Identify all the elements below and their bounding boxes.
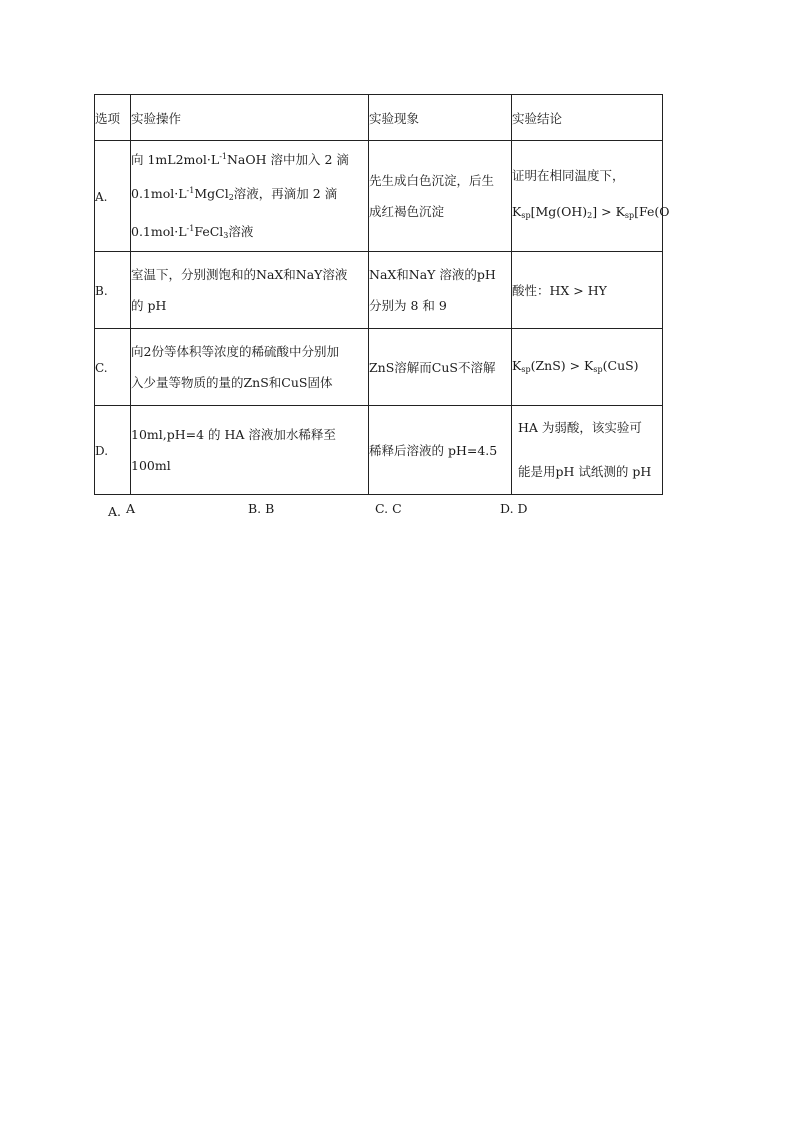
table-row (95, 406, 663, 495)
option-label: B. (95, 252, 131, 329)
phenomenon-cell: NaX和NaY 溶液的pH 分别为 8 和 9 (369, 252, 512, 329)
header-operation: 实验操作 (131, 95, 369, 141)
answer-d[interactable]: D. D (500, 501, 528, 516)
answer-c[interactable]: C. C (375, 501, 402, 516)
header-conclusion: 实验结论 (512, 95, 663, 141)
table-header-row (95, 95, 663, 141)
conclusion-cell: 证明在相同温度下， $K_{sp}[Mg(OH)_2] > K_{sp}[Fe(O$ (512, 141, 663, 252)
phenomenon-cell: 先生成白色沉淀，后生 成红褐色沉淀 (369, 141, 512, 252)
operation-cell: 向 $1mL2mol\cdot L^{-1}NaOH$ 溶中加入 2 滴 $0.1mol\cdot L^{-1}MgCl_2$溶液，再滴加 2 滴 $0.1mol\cdot L^{-1}FeCl_3$溶液 (131, 141, 369, 252)
option-label: C. (95, 329, 131, 406)
conclusion-cell: 酸性：HX > HY (512, 252, 663, 329)
operation-cell: 10ml,pH=4 的 HA 溶液加水稀释至 100ml (131, 406, 369, 495)
table-row (95, 141, 663, 252)
answer-a[interactable]: A (126, 501, 136, 516)
operation-cell: 向2份等体积等浓度的稀硫酸中分别加 入少量等物质的量的ZnS和CuS固体 (131, 329, 369, 406)
header-option: 选项 (95, 95, 131, 141)
table-row (95, 329, 663, 406)
answer-a-prefix: A. (108, 504, 122, 519)
operation-cell: 室温下，分别测饱和的NaX和NaY溶液 的 pH (131, 252, 369, 329)
conclusion-cell: HA 为弱酸，该实验可 能是用pH 试纸测的 pH (512, 406, 663, 495)
table-row (95, 252, 663, 329)
experiment-table (94, 94, 670, 495)
option-label: D. (95, 406, 131, 495)
option-label: A. (95, 141, 131, 252)
phenomenon-cell: 稀释后溶液的 pH=4.5 (369, 406, 512, 495)
conclusion-cell: $K_{sp}(ZnS) > K_{sp}(CuS)$ (512, 329, 663, 406)
header-phenomenon: 实验现象 (369, 95, 512, 141)
answer-b[interactable]: B. B (248, 501, 275, 516)
phenomenon-cell: ZnS溶解而CuS不溶解 (369, 329, 512, 406)
